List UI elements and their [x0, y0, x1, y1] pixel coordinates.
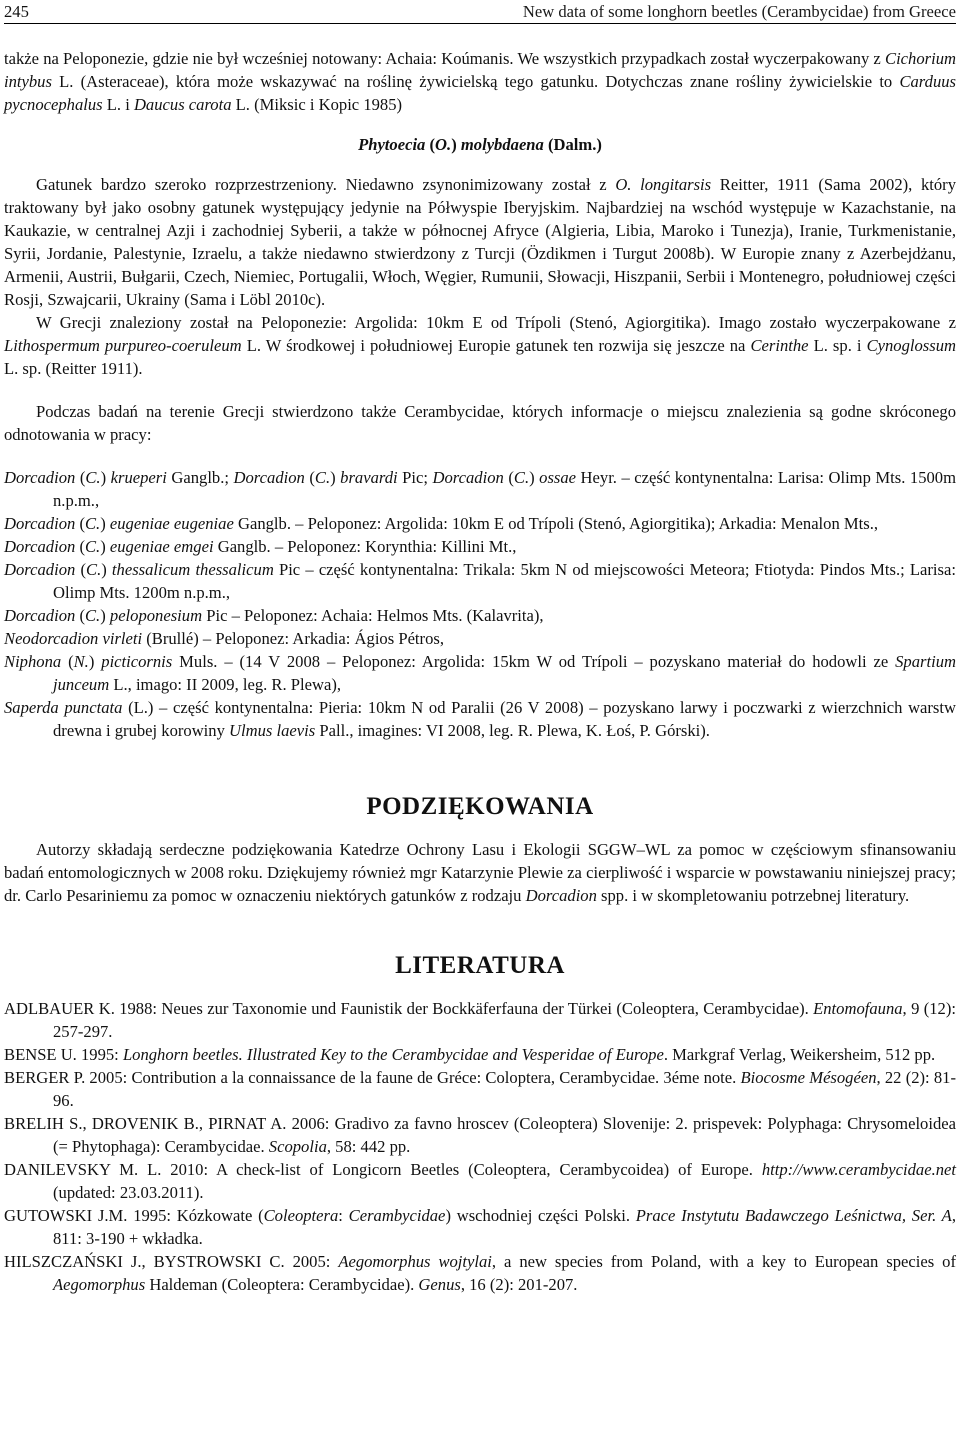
text-run: Muls. – (14 V 2008 – Peloponez: Argolida: 15km W od Trípoli – pozyskano materiał do hodowli ze	[172, 652, 896, 671]
text-run: Ganglb.;	[166, 468, 234, 487]
text-run: (	[503, 468, 514, 487]
acknowledgements-heading: PODZIĘKOWANIA	[366, 793, 594, 820]
text-run: , a new species from Poland, with a key to European species of	[491, 1252, 956, 1271]
italic-text: C.	[84, 606, 101, 625]
text-run: Haldeman (Coleoptera: Cerambycidae).	[145, 1275, 419, 1294]
reference-item	[4, 997, 956, 1043]
text-run: Pic – część kontynentalna: Trikala: 5km N od miejscowości Meteora; Ftiotyda: Pindos Mts.; Larisa: Olimp Mts. 1200m n.p.m.,	[53, 560, 956, 602]
text-run: Ganglb. – Peloponez: Korynthia: Killini Mt.,	[213, 537, 517, 556]
species-paragraph-2	[4, 311, 956, 380]
records-list	[4, 466, 956, 742]
record-item	[4, 558, 956, 604]
text-run: Autorzy składają serdeczne podziękowania Katedrze Ochrony Lasu i Ekologii SGGW–WL za pomoc w częściowym sfinansowaniu badań entomologicznych w 2008 roku. Dziękujemy również mgr Katarzynie Plewie za cierpliwość i wsparcie w powstawaniu niniejszej pracy; dr. Carlo Pesariniemu za pomoc w oznaczeniu niektórych gatunków z rodzaju	[4, 840, 956, 905]
text-run: L. W środkowej i południowej Europie gatunek ten rozwija się jeszcze na	[241, 336, 751, 355]
text-run: Pic – Peloponez: Achaia: Helmos Mts. (Kalavrita),	[202, 606, 544, 625]
text-run: (	[75, 606, 85, 625]
literature-heading: LITERATURA	[395, 952, 565, 979]
text-run: Heyr. – część kontynentalna: Larisa: Olimp Mts. 1500m n.p.m.,	[53, 468, 957, 510]
text-run: Pic;	[397, 468, 433, 487]
italic-text: Prace Instytutu Badawczego Leśnictwa, Ser. A	[635, 1206, 952, 1225]
italic-text: Biocosme Mésogéen	[740, 1068, 877, 1087]
italic-text: Neodorcadion virleti	[4, 629, 143, 648]
italic-text: bravardi	[340, 468, 398, 487]
text-run: DANILEVSKY M. L. 2010: A check-list of Longicorn Beetles (Coleoptera, Cerambycoidea) of Europe.	[4, 1160, 762, 1179]
record-item	[4, 512, 956, 535]
text-run: ADLBAUER K. 1988: Neues zur Taxonomie und Faunistik der Bockkäferfauna der Türkei (Coleoptera, Cerambycidae).	[4, 999, 814, 1018]
italic-text: Daucus carota	[133, 95, 232, 114]
text-run: L. (Miksic i Kopic 1985)	[231, 95, 403, 114]
text-run: , 58: 442 pp.	[326, 1137, 411, 1156]
italic-text: C.	[84, 514, 101, 533]
italic-text: C.	[513, 468, 530, 487]
species-heading-part: (	[425, 135, 436, 154]
species-paragraph-1	[4, 173, 956, 311]
italic-text: Spartium junceum	[53, 652, 956, 694]
italic-text: Entomofauna	[813, 999, 903, 1018]
italic-text: Dorcadion	[4, 606, 76, 625]
text-run: :	[338, 1206, 349, 1225]
text-run: , 16 (2): 201-207.	[460, 1275, 578, 1294]
species-heading-part: )	[451, 135, 461, 154]
italic-text: Cerinthe	[750, 336, 809, 355]
italic-text: thessalicum thessalicum	[111, 560, 274, 579]
text-run: L. sp. i	[808, 336, 867, 355]
document-page	[4, 0, 956, 1296]
species-author: (Dalm.)	[543, 135, 602, 154]
page-number: 245	[4, 2, 29, 21]
italic-text: http://www.cerambycidae.net	[761, 1160, 956, 1179]
acknowledgements-text	[4, 838, 956, 907]
record-item	[4, 650, 956, 696]
text-run: Ganglb. – Peloponez: Argolida: 10km E od Trípoli (Stenó, Agiorgitika); Arkadia: Menalon Mts.,	[233, 514, 879, 533]
reference-item	[4, 1158, 956, 1204]
text-run: (	[75, 560, 86, 579]
text-run: )	[100, 514, 110, 533]
record-item	[4, 696, 956, 742]
italic-text: Ulmus laevis	[229, 721, 316, 740]
italic-text: Niphona	[4, 652, 62, 671]
text-run: )	[330, 468, 341, 487]
reference-item	[4, 1043, 956, 1066]
italic-text: Longhorn beetles. Illustrated Key to the Cerambycidae and Vesperidae of Europe	[122, 1045, 664, 1064]
text-run: BERGER P. 2005: Contribution a la connaissance de la faune de Gréce: Coloptera, Cerambycidae. 3éme note.	[4, 1068, 741, 1087]
text-run: BENSE U. 1995:	[4, 1045, 123, 1064]
text-run: (updated: 23.03.2011).	[53, 1183, 204, 1202]
record-item	[4, 627, 956, 650]
italic-text: Cynoglossum	[866, 336, 956, 355]
italic-text: C.	[314, 468, 331, 487]
reference-item	[4, 1066, 956, 1112]
record-item	[4, 604, 956, 627]
text-run: GUTOWSKI J.M. 1995: Kózkowate (	[4, 1206, 264, 1225]
italic-text: Scopolia	[268, 1137, 327, 1156]
italic-text: picticornis	[101, 652, 173, 671]
text-run: (Brullé) – Peloponez: Arkadia: Ágios Pétros,	[142, 629, 444, 648]
text-run: , 811: 3-190 + wkładka.	[53, 1206, 956, 1248]
running-header	[4, 0, 956, 24]
italic-text: Dorcadion	[233, 468, 305, 487]
text-run: )	[100, 468, 111, 487]
italic-text: Dorcadion	[4, 468, 76, 487]
italic-text: N.	[73, 652, 89, 671]
intro-paragraph	[4, 47, 956, 116]
text-run: Reitter, 1911 (Sama 2002), który traktowany był jako osobny gatunek występujący jedynie na Półwyspie Iberyjskim. Najbardziej na wschód występuje w Kazachstanie, na Kaukazie, w centralnej Azji i zachodniej Syberii, a także w północnej Afryce (Algieria, Libia, Maroko i Tunezja), Iranie, Turkmenistanie, Syrii, Jordanie, Palestynie, Izraelu, a także niedawno stwierdzony z Turcji (Özdikmen i Turgut 2008b). W Europie znany z Azerbejdżanu, Armenii, Austrii, Bułgarii, Czech, Niemiec, Portugalii, Włoch, Węgier, Rumunii, Słowacji, Hiszpanii, Serbii i Montenegro, południowej części Rosji, Szwajcarii, Ukrainy (Sama i Löbl 2010c).	[4, 175, 956, 309]
italic-text: Lithospermum purpureo-coeruleum	[4, 336, 242, 355]
text-run: )	[529, 468, 540, 487]
reference-item	[4, 1112, 956, 1158]
text-run: (	[61, 652, 74, 671]
italic-text: Dorcadion	[525, 886, 597, 905]
text-run: (	[75, 468, 86, 487]
text-run: L. i	[102, 95, 134, 114]
text-run: )	[101, 560, 112, 579]
reference-item	[4, 1250, 956, 1296]
text-run: Pall., imagines: VI 2008, leg. R. Plewa, K. Łoś, P. Górski).	[315, 721, 710, 740]
italic-text: krueperi	[110, 468, 167, 487]
species-heading	[4, 133, 956, 156]
italic-text: Dorcadion	[432, 468, 504, 487]
italic-text: Dorcadion	[4, 537, 76, 556]
italic-text: peloponesium	[109, 606, 203, 625]
text-run: (	[75, 514, 85, 533]
text-run: ) wschodniej części Polski.	[445, 1206, 636, 1225]
italic-text: Aegomorphus wojtylai	[338, 1252, 492, 1271]
text-run: (	[75, 537, 85, 556]
italic-text: Cerambycidae	[348, 1206, 446, 1225]
text-run: )	[88, 652, 102, 671]
text-run: )	[100, 606, 110, 625]
italic-text: O. longitarsis	[615, 175, 712, 194]
italic-text: Dorcadion	[4, 560, 76, 579]
italic-text: Dorcadion	[4, 514, 76, 533]
text-run: L. (Asteraceae), która może wskazywać na roślinę żywicielską tego gatunku. Dotychczas znane rośliny żywicielskie to	[51, 72, 900, 91]
italic-text: Saperda punctata	[4, 698, 123, 717]
italic-text: eugeniae emgei	[109, 537, 214, 556]
italic-text: eugeniae eugeniae	[109, 514, 234, 533]
italic-text: Cichorium intybus	[4, 49, 956, 91]
text-run: Gatunek bardzo szeroko rozprzestrzeniony. Niedawno zsynonimizowany został z	[36, 175, 616, 194]
record-item	[4, 535, 956, 558]
text-run: , 9 (12): 257-297.	[53, 999, 956, 1041]
species-subgenus: O.	[435, 135, 452, 154]
record-item	[4, 466, 956, 512]
text-run: )	[100, 537, 110, 556]
text-run: W Grecji znaleziony został na Peloponezie: Argolida: 10km E od Trípoli (Stenó, Agiorgitika). Imago zostało wyczerpakowane z	[36, 313, 956, 332]
text-run: L. sp. (Reitter 1911).	[4, 359, 143, 378]
text-run: także na Peloponezie, gdzie nie był wcześniej notowany: Achaia: Koúmanis. We wszystkich przypadkach został wyczerpakowany z	[4, 49, 885, 68]
italic-text: Carduus pycnocephalus	[4, 72, 956, 114]
text-run: BRELIH S., DROVENIK B., PIRNAT A. 2006: Gradivo za favno hroscev (Coleoptera) Slovenije: 2. prispevek: Polyphaga: Chrysomeloidea (= Phytophaga): Cerambycidae.	[4, 1114, 956, 1156]
text-run: HILSZCZAŃSKI J., BYSTROWSKI C. 2005:	[4, 1252, 339, 1271]
running-title: New data of some longhorn beetles (Cerambycidae) from Greece	[522, 2, 956, 21]
italic-text: Coleoptera	[263, 1206, 339, 1225]
reference-item	[4, 1204, 956, 1250]
italic-text: Genus	[418, 1275, 461, 1294]
italic-text: C.	[84, 537, 101, 556]
text-run: (L.) – część kontynentalna: Pieria: 10km N od Paralii (26 V 2008) – pozyskano larwy i poczwarki z wierzchnich warstw drewna i grubej korowiny	[53, 698, 956, 740]
species-epithet: molybdaena	[460, 135, 544, 154]
text-run: spp. i w skompletowaniu potrzebnej literatury.	[596, 886, 910, 905]
references-list	[4, 997, 956, 1296]
text-run: . Markgraf Verlag, Weikersheim, 512 pp.	[663, 1045, 936, 1064]
italic-text: C.	[86, 560, 102, 579]
text-run: L., imago: II 2009, leg. R. Plewa),	[109, 675, 342, 694]
species-genus: Phytoecia	[358, 135, 426, 154]
text-run: , 22 (2): 81-96.	[53, 1068, 956, 1110]
text-run: (	[304, 468, 315, 487]
survey-intro: Podczas badań na terenie Grecji stwierdzono także Cerambycidae, których informacje o miejscu znalezienia są godne skróconego odnotowania w pracy:	[4, 402, 956, 444]
italic-text: ossae	[539, 468, 577, 487]
italic-text: C.	[85, 468, 101, 487]
italic-text: Aegomorphus	[53, 1275, 146, 1294]
